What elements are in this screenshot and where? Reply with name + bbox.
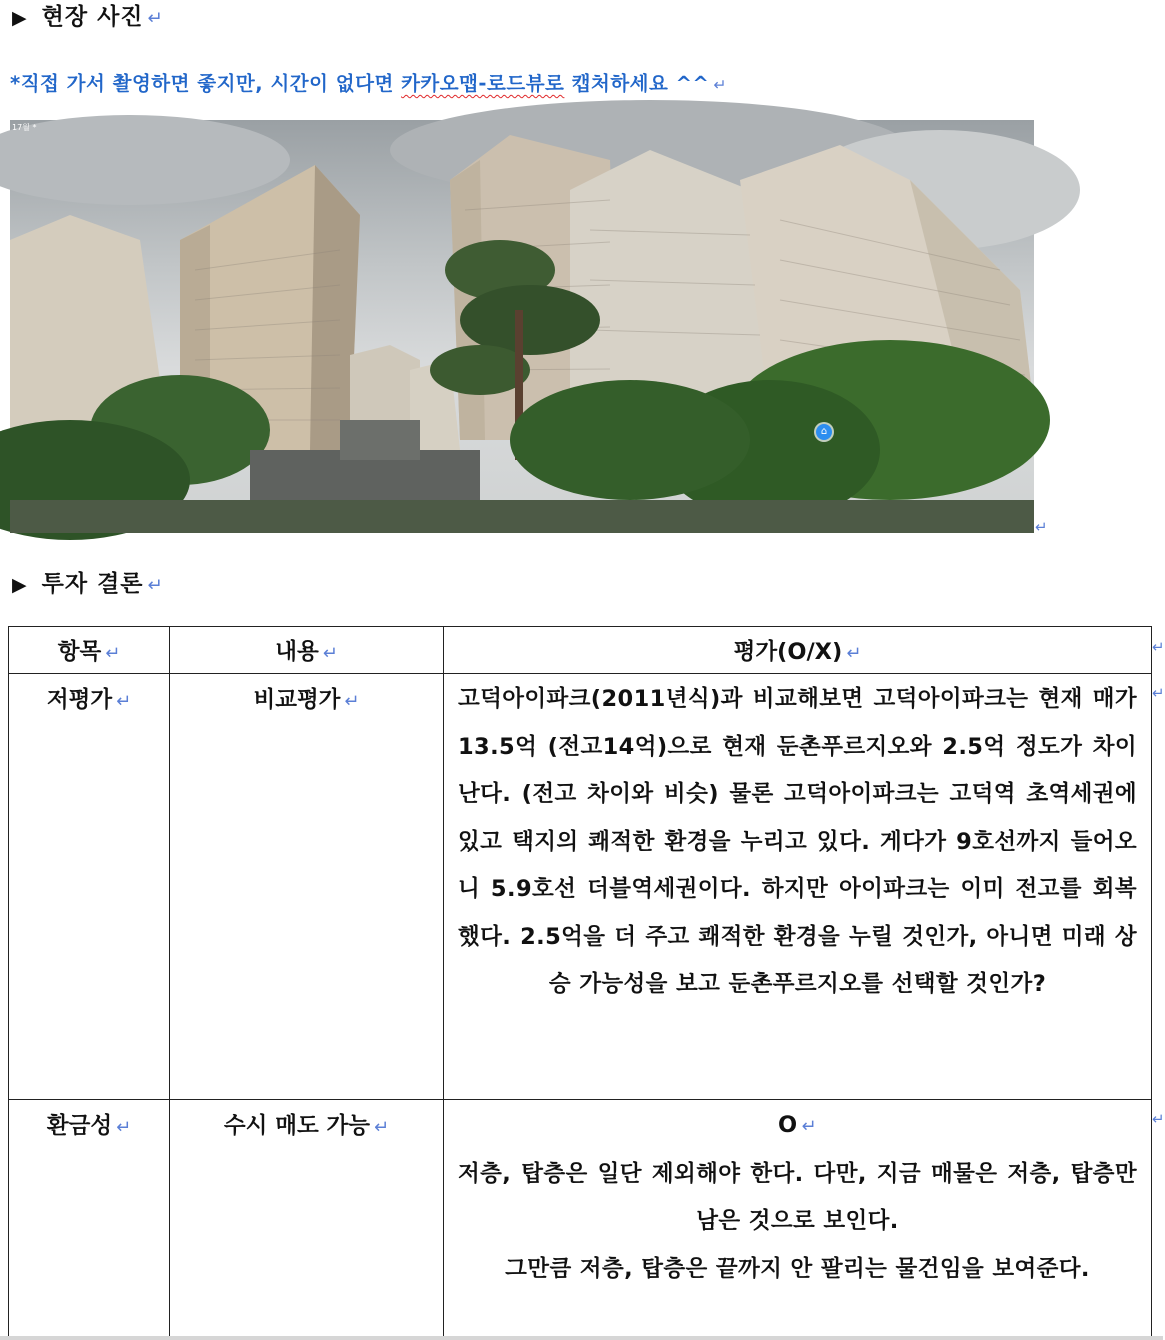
table-header-row: [9, 627, 1152, 674]
row-item: 환금성 ↵: [9, 1100, 170, 1340]
evaluation-mark: O ↵: [777, 1112, 817, 1138]
paragraph-mark-icon: ↵: [147, 8, 164, 29]
apartment-complex-photo: [10, 120, 1034, 533]
row-evaluation: [444, 674, 1152, 1100]
paragraph-mark-icon: ↵: [147, 575, 164, 596]
section-title: 현장 사진: [41, 4, 144, 30]
conclusion-table: [8, 626, 1152, 1340]
section-title: 투자 결론: [41, 571, 144, 597]
note-prefix: *직접 가서 촬영하면 좋지만, 시간이 없다면: [10, 72, 402, 95]
evaluation-text: 고덕아이파크(2011년식)과 비교해보면 고덕아이파크는 현재 매가 13.5억 (전고14억)으로 현재 둔촌푸르지오와 2.5억 정도가 차이난다. (전고 차이와 비슷) 물론 고덕아이파크는 고덕역 초역세권에 있고 택지의 쾌적한 환경을 누리고 있다. 게다가 9호선까지 들어오니 5.9호선 더블역세권이다. 하지만 아이파크는 이미 전고를 회복했다. 2.5억을 더 주고 쾌적한 환경을 누릴 것인가, 아니면 미래 상승 가능성을 보고 둔촌푸르지오를 선택할 것인가?: [458, 686, 1137, 997]
header-evaluation: 평가(O/X) ↵: [444, 627, 1152, 674]
header-item: 항목 ↵: [9, 627, 170, 674]
roadview-marker-icon[interactable]: ⌂: [816, 424, 832, 440]
header-content: 내용 ↵: [170, 627, 444, 674]
row-evaluation: [444, 1100, 1152, 1340]
site-photo: [10, 120, 1034, 533]
row-item: 저평가 ↵: [9, 674, 170, 1100]
paragraph-mark-icon: ↵: [1152, 638, 1165, 656]
table-row: [9, 674, 1152, 1100]
evaluation-text: 그만큼 저층, 탑층은 끝까지 안 팔리는 물건임을 보여준다.: [505, 1255, 1090, 1282]
paragraph-mark-icon: ↵: [1152, 684, 1165, 702]
page-bottom-border: [0, 1336, 1163, 1340]
row-content: 수시 매도 가능 ↵: [170, 1100, 444, 1340]
instruction-note: [10, 68, 727, 96]
row-content: 비교평가 ↵: [170, 674, 444, 1100]
triangle-marker-icon: ▶: [12, 574, 28, 596]
section-heading-investment-conclusion: [12, 565, 164, 598]
note-suffix: 캡처하세요 ^^: [564, 72, 710, 95]
paragraph-mark-icon: ↵: [1152, 1110, 1165, 1128]
paragraph-mark-icon: ↵: [713, 76, 727, 94]
paragraph-mark-icon: ↵: [1035, 518, 1048, 536]
evaluation-text: 저층, 탑층은 일단 제외해야 한다. 다만, 지금 매물은 저층, 탑층만 남은 것으로 보인다.: [458, 1160, 1137, 1234]
note-underlined: 카카오맵-로드뷰로: [401, 72, 565, 95]
table-row: [9, 1100, 1152, 1340]
photo-timestamp: 17월 *: [12, 123, 37, 132]
triangle-marker-icon: ▶: [12, 7, 28, 29]
section-heading-site-photo: [12, 0, 164, 31]
